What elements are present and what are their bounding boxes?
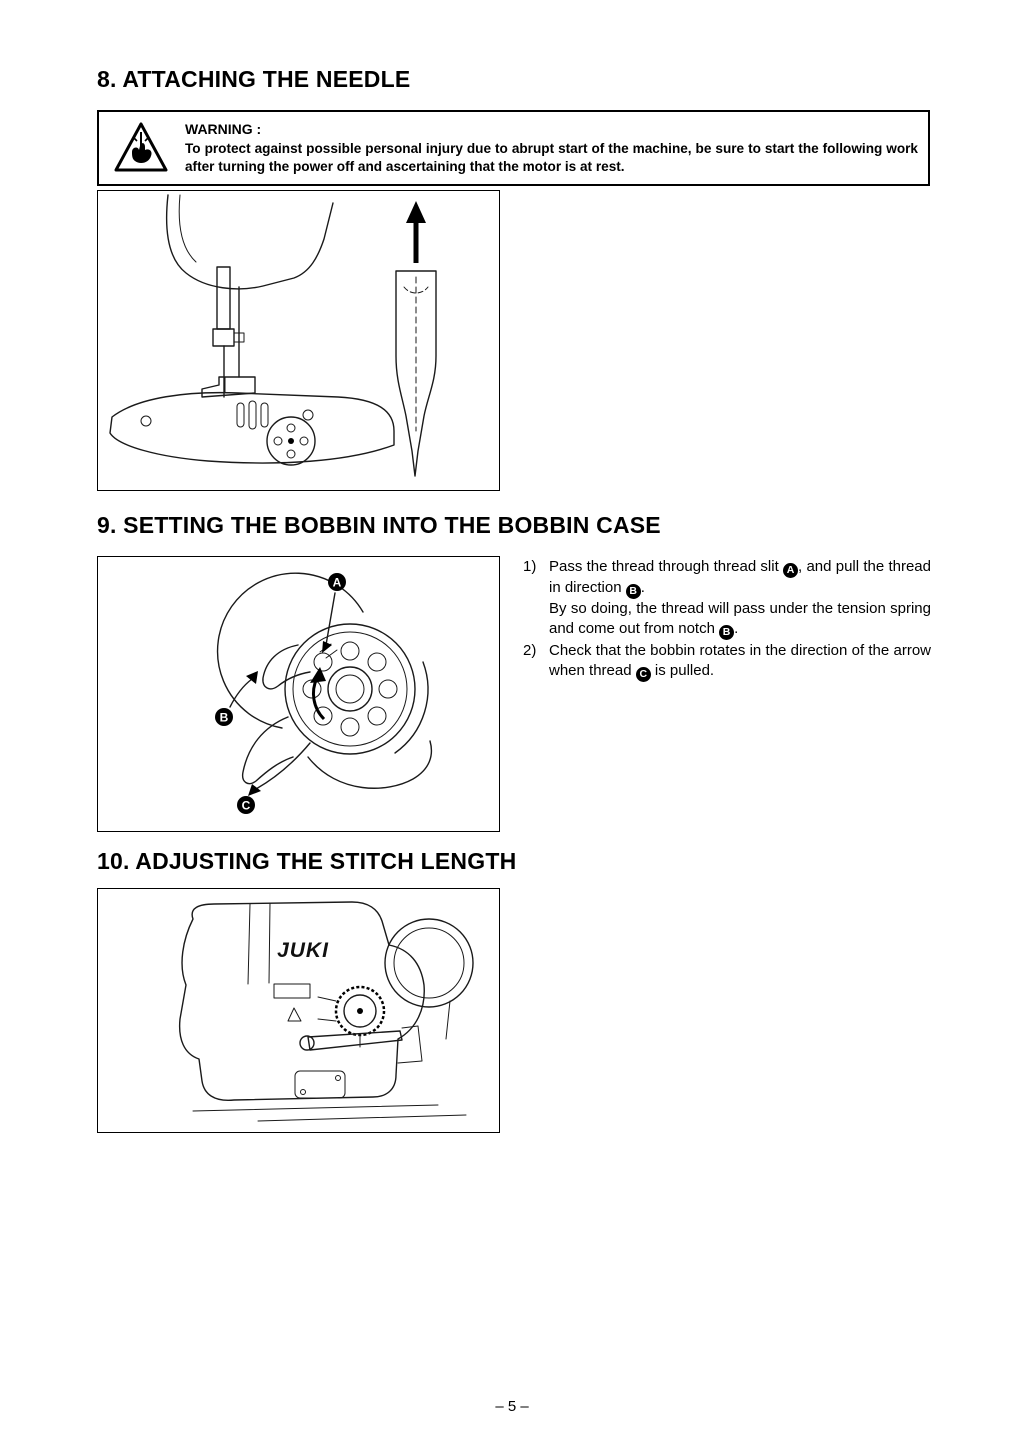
text-segment: Check that the bobbin rotates in the direction of the arrow when thread [549, 642, 931, 679]
instruction-text [549, 557, 931, 599]
needle-enlarged [396, 271, 436, 476]
svg-text:B: B [219, 710, 229, 725]
text-segment: is pulled. [650, 662, 715, 679]
bobbin-case-illustration [97, 556, 500, 832]
stitch-length-illustration [97, 888, 500, 1133]
warning-icon [113, 121, 169, 175]
text-segment: , and pull the thread in direction [549, 558, 931, 596]
handwheel [385, 919, 473, 1039]
warning-body: To protect against possible personal injury due to abrupt start of the machine, be sure to start the following work after turning the power off and ascertaining that the motor is at rest. [185, 141, 918, 174]
warning-box [97, 110, 930, 186]
marker-c [237, 743, 310, 814]
warning-heading: WARNING : [185, 121, 262, 137]
instruction-item-1 [523, 557, 931, 640]
machine-head [167, 195, 333, 397]
svg-text:C: C [241, 798, 251, 813]
needle-plate [110, 393, 394, 465]
section-9-title: 9. SETTING THE BOBBIN INTO THE BOBBIN CASE [97, 512, 661, 538]
machine-body [180, 902, 466, 1121]
bobbin-instructions [523, 557, 931, 683]
instruction-item-2 [523, 641, 931, 682]
needle-attachment-illustration [97, 190, 500, 491]
marker-a-inline: A [783, 563, 798, 578]
instruction-number: 1) [523, 558, 537, 575]
stitch-dial [318, 987, 384, 1035]
section-8-title: 8. ATTACHING THE NEEDLE [97, 66, 411, 92]
text-segment: By so doing, the thread will pass under the tension spring and come out from notch [549, 600, 931, 637]
section-10-title: 10. ADJUSTING THE STITCH LENGTH [97, 848, 517, 874]
page-number: – 5 – [495, 1398, 529, 1415]
text-segment: . [734, 620, 739, 637]
instruction-number: 2) [523, 642, 537, 659]
warning-text [185, 121, 918, 175]
instruction-text [549, 599, 931, 640]
marker-c-inline: C [636, 667, 651, 682]
bobbin [285, 624, 415, 754]
svg-text:A: A [332, 575, 342, 590]
marker-b-inline: B [626, 584, 641, 599]
text-segment: . [640, 579, 645, 596]
text-segment: Pass the thread through thread slit [549, 558, 784, 575]
marker-b [215, 671, 258, 726]
rotation-arrow [310, 667, 326, 719]
juki-logo: JUKI [277, 939, 329, 962]
marker-b-inline: B [719, 625, 734, 640]
marker-a [322, 573, 346, 653]
arrow-up-icon [406, 201, 426, 263]
instruction-text [549, 641, 931, 682]
